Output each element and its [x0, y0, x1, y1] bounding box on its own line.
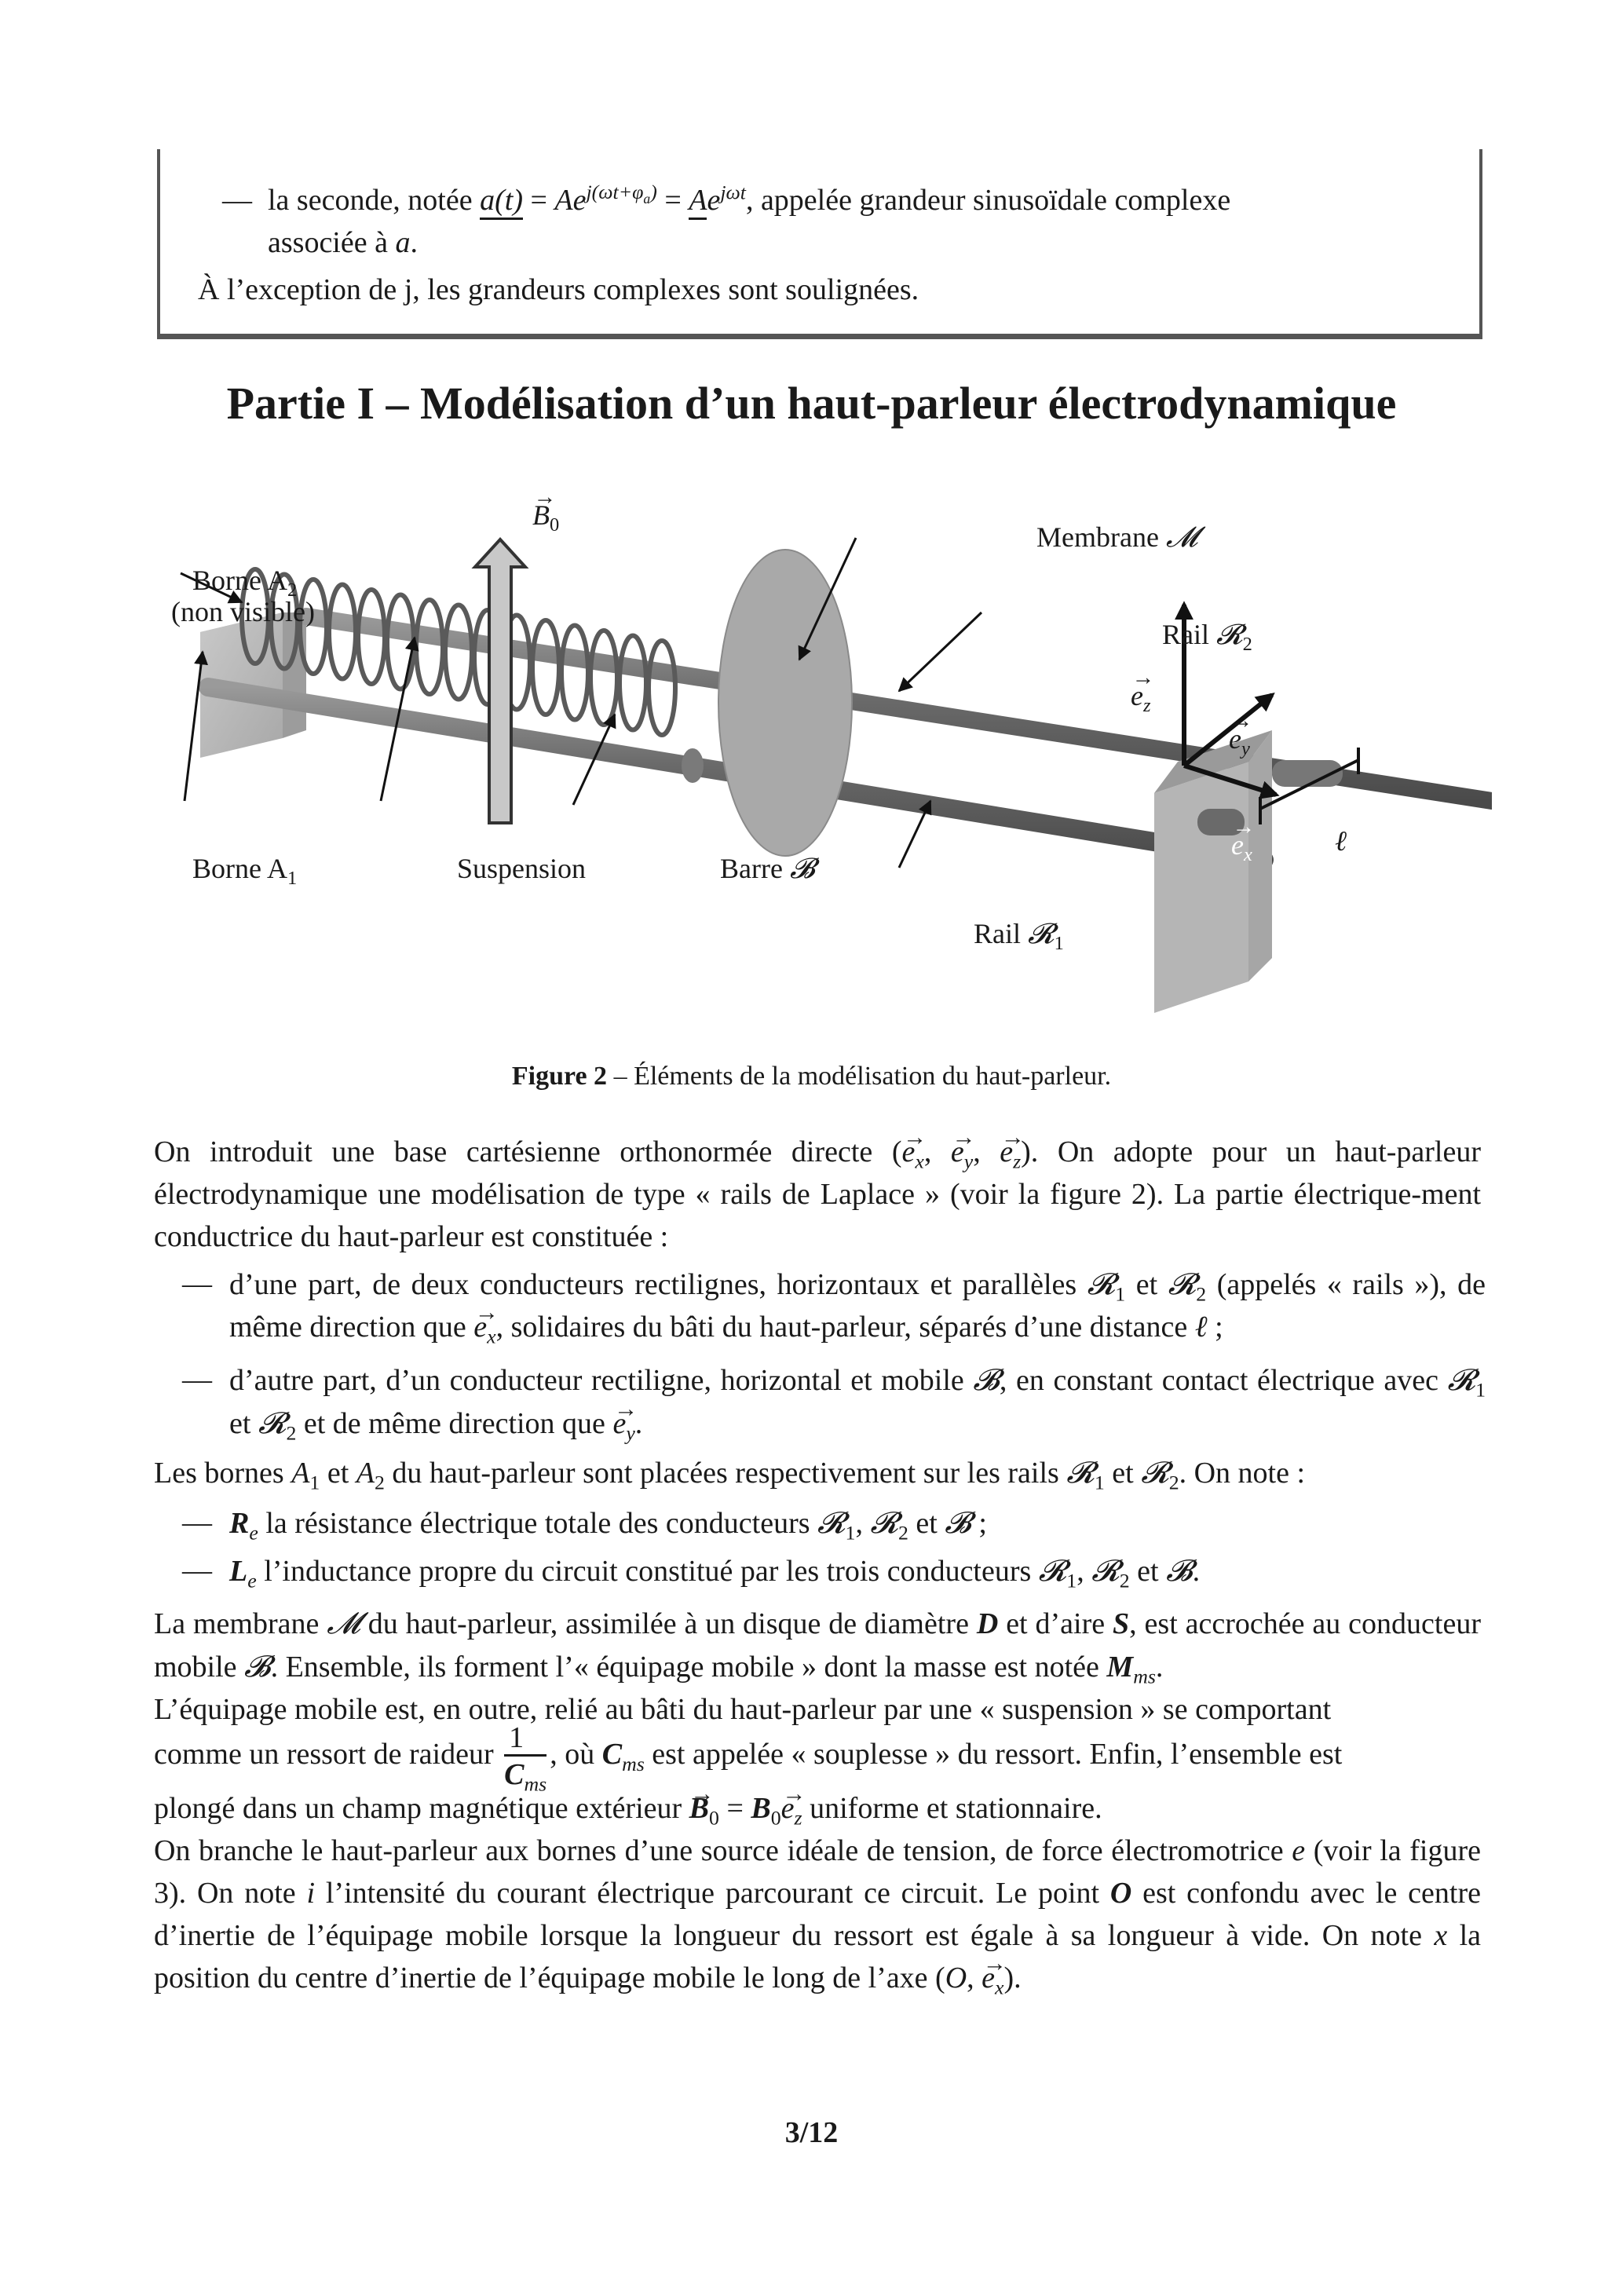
spring-coil [445, 605, 472, 700]
caption-label: Figure 2 [511, 1062, 608, 1091]
label-borne-a1: Borne $A_1$ [192, 853, 298, 890]
bullet-dash: — [222, 184, 252, 217]
equals-sign: = [664, 184, 689, 217]
complex-signal-expr: a(t) [480, 184, 523, 220]
label-rail-r2: Rail 𝓡$_2$ [1162, 619, 1252, 656]
stiffness-fraction: $\frac{1}{C_{ms}}$ [504, 1721, 547, 1796]
label-borne-a2-note: (non visible) [171, 596, 315, 627]
loudspeaker-figure [157, 495, 1492, 1036]
exponent-close: ) [650, 181, 657, 204]
spring-coil [387, 595, 414, 689]
list-item-bar: — d’autre part, d’un conducteur rectiligne, horizontal et mobile 𝓑, en constant contact électrique avec 𝓡$_1$ et 𝓡$_2$ et de même direction que → $e_y$. [182, 1358, 1486, 1445]
paragraph-field: plongé dans un champ magnétique extérieur → $B_0 = B_0\to e_z$ uniforme et stationnaire. [154, 1787, 1481, 1830]
bullet-dash: — [182, 1267, 212, 1300]
bullet-text: associée à [268, 226, 396, 259]
paragraph-basis: On introduit une base cartésienne orthonormée directe (→ $e_x$, → $e_y$, → $e_z$). On adopte pour un haut-parleur électrodynamique une modélisation de type « rails de Laplace » (voir la figure 2). La partie électrique-ment conductrice du haut-parleur est constituée : [154, 1131, 1481, 1258]
b0-field-arrow [475, 539, 525, 823]
exp-expr: Ae [554, 184, 587, 217]
label-ell: ℓ [1335, 825, 1347, 857]
variable: a [395, 226, 411, 259]
punct: . [410, 226, 418, 259]
label-ez: → $e_z$ [1131, 679, 1151, 712]
exp-base: e [707, 184, 721, 217]
figure-caption [0, 1062, 1623, 1091]
complex-amplitude: A [689, 184, 707, 220]
bullet-dash: — [182, 1554, 212, 1587]
caption-text: – Éléments de la modélisation du haut-parleur. [607, 1062, 1112, 1091]
figure-drawing [157, 495, 1492, 1036]
paragraph-suspension: comme un ressort de raideur $\frac{1}{C_{ms}}$ , où $C_{ms}$ est appelée « souplesse » du ressort. Enfin, l’ensemble est [154, 1721, 1343, 1796]
section-title: Partie I – Modélisation d’un haut-parleur électrodynamique [226, 378, 1397, 429]
exponent: j(ωt+φ [586, 181, 644, 204]
label-suspension: Suspension [457, 853, 587, 884]
exponent-sub: a [643, 191, 651, 207]
label-rail-r1: Rail 𝓡$_1$ [974, 918, 1064, 955]
leader-rail-r2 [899, 612, 981, 691]
spring-coil [561, 626, 588, 720]
bullet-dash: — [182, 1363, 212, 1396]
leader-borne-a1 [185, 652, 203, 801]
spring-coil [416, 600, 443, 694]
bar-b [682, 748, 704, 783]
label-borne-a2: Borne $A_2$ [192, 565, 298, 601]
spring-coil [590, 631, 617, 725]
label-ex: → $e_x$ [1231, 828, 1252, 861]
label-membrane: Membrane 𝓜 [1036, 521, 1198, 554]
label-barre: Barre 𝓑 [720, 853, 815, 885]
paragraph-terminals: Les bornes $A_1$ et $A_2$ du haut-parleur sont placées respectivement sur les rails 𝓡$_1$ et 𝓡$_2$. On note : [154, 1455, 1306, 1494]
complex-notation-note: À l’exception de j, les grandeurs complexes sont soulignées. [198, 273, 919, 306]
paragraph-membrane: La membrane 𝓜 du haut-parleur, assimilée à un disque de diamètre D et d’aire S, est accrochée au conducteur mobile 𝓑. Ensemble, ils forment l’« équipage mobile » dont la masse est notée $M_{ms}$. L’équipage mobile est, en outre, relié au bâti du haut-parleur par une « suspension » se comportant [154, 1606, 1481, 1726]
paragraph-circuit: On branche le haut-parleur aux bornes d’une source idéale de tension, de force électromotrice e (voir la figure 3). On note i l’intensité du courant électrique parcourant ce circuit. Le point O est confondu avec le centre d’inertie de l’équipage mobile lorsque la longueur du ressort est égale à sa longueur à vide. On note x la position du centre d’inertie de l’équipage mobile le long de l’axe (O, → $e_x$). [154, 1830, 1481, 1999]
equals-sign: = [530, 184, 555, 217]
right-block [1154, 730, 1343, 1013]
label-ey: → $e_y$ [1229, 722, 1250, 755]
label-b0: → $B_0$ [532, 499, 559, 532]
spring-coil [620, 636, 646, 730]
list-item-resistance: — $R_e$ la résistance électrique totale des conducteurs 𝓡$_1$, 𝓡$_2$ et 𝓑 ; [182, 1501, 1486, 1545]
list-item-rails: — d’une part, de deux conducteurs rectilignes, horizontaux et parallèles 𝓡$_1$ et 𝓡$_2$ (appelés « rails »), de même direction que → $e_x$, solidaires du bâti du haut-parleur, séparés d’une distance ℓ ; [182, 1263, 1486, 1349]
bullet-text: , appelée grandeur sinusoïdale complexe [745, 184, 1231, 217]
spring-coil [358, 590, 385, 684]
membrane-disc [718, 550, 852, 856]
bullet-dash: — [182, 1506, 212, 1539]
spring-coil [532, 620, 559, 715]
exponent: jωt [720, 181, 746, 204]
page-number: 3/12 [784, 2116, 839, 2149]
spring-coil [649, 641, 675, 735]
list-item-inductance: — $L_e$ l’inductance propre du circuit constitué par les trois conducteurs 𝓡$_1$, 𝓡$_2$ et 𝓑. [182, 1549, 1486, 1593]
bullet-text: la seconde, notée [268, 184, 481, 217]
